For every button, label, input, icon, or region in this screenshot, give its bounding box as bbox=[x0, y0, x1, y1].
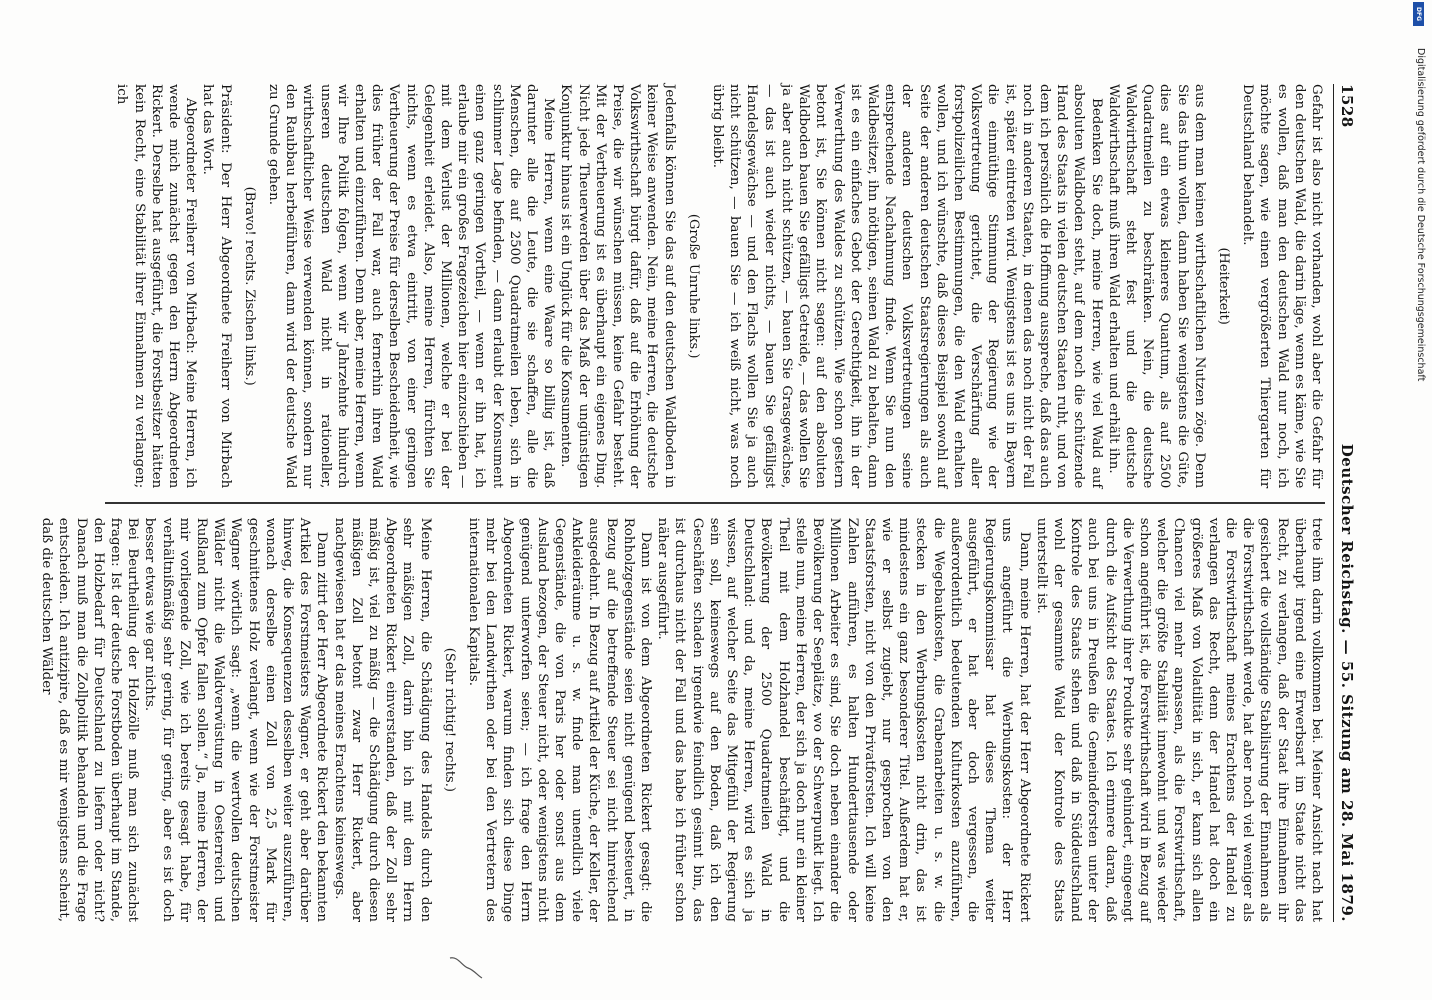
stage-direction: (Sehr richtig! rechts.) bbox=[441, 647, 457, 792]
text-paragraph: Bei Beurtheilung der Holzzölle muß man sich zunächst fragen: Ist der deutsche Forstboden überhaupt im Stande, den Holzbedarf für Deutschland zu liefern oder nicht? Danach muß man die Zollpolitik behandeln und die Frage entscheiden. Ich antizipire, daß es mir wenigstens scheint, daß die deutschen Wälder bbox=[39, 517, 141, 923]
text-paragraph: Dann, meine Herren, hat der Herr Abgeordnete Rickert uns angeführt die Werbungskosten: der Herr Regierungskommissar hat dieses Thema weiter ausgeführt, er hat aber doch vergessen, die außerordentlich bedeutenden Kulturkosten anzuführen, die Wegebaukosten, die Grabenarbeiten u. s. w. die stecken in den Werbungskosten nicht drin, das ist mindestens ein ganz besonderer Titel. Außerdem hat er, wie er selbst zugiebt, nur gesprochen von den Staatsforsten, nicht von den Privatforsten. Ich will keine Zahlen anführen, es halten Hunderttausende oder Millionen Arbeiter es sind, Sie doch neben einander die Bevölkerung der Seeplätze, wo der Schwerpunkt liegt. Ich stelle nun, meine Herren, der sich ja doch nur ein kleiner Theil mit dem Holzhandel beschäftigt, und die Bevölkerung der 2500 Quadratmeilen Wald in Deutschland: und da, meine Herren, wird es sich ja wissen, auf welcher Seite das Mitgefühl der Regierung sein soll, keineswegs auf den Boden, daß ich den Geschäften schaden irgendwie feindlich gesinnt bin, das ist durchaus nicht der Fall und das habe ich früher schon näher ausgeführt. bbox=[655, 517, 1032, 923]
text-column-right bbox=[39, 517, 1325, 923]
text-paragraph: Dann zitirt der Herr Abgeordnete Rickert den bekannten Artikel des Forstmeisters Wagner, er geht aber darüber hinweg, die Konsequenzen desselben weiter auszuführen, wonach derselbe einen Zoll von 2,5 Mark für geschnittenes Holz verlangt, wenn wie der Forstmeister Wagner wörtlich sagt: „wenn die wertvollen deutschen Wälder nicht die Waldverwüstung in Oesterreich und Rußland zum Opfer fallen sollen.“ Ja, meine Herren, der mir vorliegende Zoll, wie ich bereits gesagt habe, für verhältnißmäßig sehr gering, für gering, aber es ist doch besser etwas wie gar nichts. bbox=[142, 517, 330, 923]
digitization-credit bbox=[1412, 18, 1426, 848]
text-paragraph: Abgeordneter Freiherr von Mirbach: Meine Herren, ich wende mich zunächst gegen den Herrn Abgeordneten Rickert. Derselbe hat ausgeführt, die Forstbesitzer hätten kein Recht, eine Stabilität ihrer Einnahmen zu verlangen; ich bbox=[114, 84, 199, 489]
text-paragraph: Dann ist von dem Abgeordneten Rickert gesagt: die Rohholzgegenstände seien nicht genügend besteuert, in Bezug auf die betreffende Steuer sei nicht hinreichend ausgedehnt. In Bezug auf Artikel der Küche, der Keller, der Ankleideräume u. s. w. finde man unendlich viele Gegenstände, die von Paris her oder sonst aus dem Ausland bezogen, der Steuer nicht, oder wenigstens nicht genügend unterworfen seien; — ich frage den Herrn Abgeordneten Rickert, warum finden sich diese Dinge mehr bei den Landwirthen oder bei den Vertretern des internationalen Kapitals. bbox=[466, 517, 654, 923]
text-paragraph: Gefahr ist also nicht vorhanden, wohl aber die Gefahr für den deutschen Wald, die darin läge, wenn es käme, wie Sie es wollen, daß man den deutschen Wald nur noch, ich möchte sagen, wie einen vergrößerten Thiergarten für Deutschland behandelt. bbox=[1240, 84, 1324, 489]
scan-artifact-mark bbox=[448, 954, 484, 980]
running-header bbox=[1333, 84, 1356, 922]
text-columns bbox=[39, 84, 1325, 923]
text-paragraph: Meine Herren, wenn eine Waare so billig ist, daß darunter alle die Leute, die sie schaffen, alle die Menschen, die auf 2500 Quadratmeilen leben, sich in schlimmer Lage befinden, — dann erlaubt der Konsument einen ganz geringen Vortheil, — wenn er ihn hat, ich erlaube mir ein großes Fragezeichen hier einzuschieben — mit dem Verlust der Millionen, welche er bei der Gelegenheit erleidet. Also, meine Herren, fürchten Sie nichts, wenn es etwa eintritt, von einer geringen Vertheuerung der Preise für derselben Bescheidenheit, wie dies früher der Fall war, auch fernerhin ihren Wald erhalten und einzuführen. Denn aber, meine Herren, wenn wir Ihre Politik folgen, wenn wir Jahrzehnte hindurch unseren deutschen Wald nicht in rationeller, wirthschaftlicher Weise verwenden können, sondern nur den Raubbau herbeiführen, dann wird der deutsche Wald zu Grunde gehen. bbox=[266, 84, 557, 489]
stage-direction: (Heiterkeit) bbox=[1215, 247, 1231, 325]
rotated-page-content bbox=[2, 0, 1402, 1000]
text-paragraph: aus dem man keinen wirthschaftlichen Nutzen zöge. Denn Sie das thun wollen, dann haben Sie wenigstens die Güte, dies auf ein etwas kleineres Quantum, als auf 2500 Quadratmeilen zu beschränken. Nein, die deutsche Waldwirthschaft steht fest und die deutsche Waldwirthschaft muß ihren Wald erhalten und erhält ihn. bbox=[1105, 84, 1207, 489]
column-divider bbox=[105, 502, 1325, 503]
stage-direction: (Große Unruhe links.) bbox=[685, 213, 701, 359]
dfg-logo: DFG bbox=[1413, 2, 1424, 26]
text-paragraph: Präsident: Der Herr Abgeordnete Freiherr von Mirbach hat das Wort. bbox=[200, 84, 233, 489]
text-paragraph: Jedenfalls können Sie das auf den deutschen Waldboden in keiner Weise anwenden. Nein, meine Herren, die deutsche Volkswirthschaft bürgt dafür, daß auf die Erhöhung der Preise, die wir wünschen müssen, keine Gefahr besteht. Mit der Vertheuerung ist es überhaupt ein eigenes Ding. Nicht jede Theuerwerden über das Maß der ungünstigen Konjunktur hinaus ist ein Unglück für die Konsumenten. bbox=[558, 84, 677, 489]
text-paragraph: Meine Herren, die Schädigung des Handels durch den sehr mäßigen Zoll, darin bin ich mit dem Herrn Abgeordneten Rickert einverstanden, daß der Zoll sehr mäßig ist, viel zu mäßig — die Schädigung durch diesen mäßigen Zoll betont zwar Herr Rickert, aber nachgewiesen hat er das meines Erachtens keineswegs. bbox=[331, 517, 433, 923]
text-paragraph: trete ihm darin vollkommen bei. Meiner Ansicht nach hat überhaupt irgend eine Erwerbsart im Staate nicht das Recht, zu verlangen, daß der Staat ihre Einnahmen ihr gesichert die vollständige Stabilisirung der Einnahmen als die Forstwirthschaft werde, hat aber noch viel weniger als die Forstwirthschaft meines Erachtens der Handel zu verlangen das Recht, denn der Handel hat doch ein größeres Maß von Volatilität in sich, er kann sich allen Chancen viel mehr anpassen, als die Forstwirthschaft, welcher die größte Stabilität innewohnt und was wieder schon angeführt ist, die Forstwirthschaft wird in Bezug auf die Verwerthung ihrer Produkte sehr gehindert, eingeengt durch die Aufsicht des Staates. Ich erinnere daran, daß auch bei uns in Preußen die Gemeindeforsten unter der Kontrole des Staats stehen und daß in Süddeutschland wohl der gesammte Wald der Kontrole des Staats unterstellt ist. bbox=[1033, 517, 1324, 923]
digitization-credit-text: Digitalisierung gefördert durch die Deutsche Forschungsgemeinschaft bbox=[1415, 48, 1426, 382]
text-column-left bbox=[105, 84, 1325, 488]
page-number: 1528 bbox=[1338, 84, 1356, 128]
stage-direction: (Bravo! rechts. Zischen links.) bbox=[241, 186, 257, 386]
page-title: Deutscher Reichstag. — 55. Sitzung am 28. Mai 1879. bbox=[1338, 443, 1356, 922]
text-paragraph: Bedenken Sie doch, meine Herren, wie viel Wald auf absoluten Waldboden steht, auf dem noch die schützende Hand des Staats in vielen deutschen Staaten ruht, und von dem ich persönlich die Hoffnung ausspreche, daß das auch noch in anderen Staaten, in denen das noch nicht der Fall ist, später eintreten wird. Wenigstens ist es uns in Bayern die einmüthige Stimmung der Regierung wie der Volksvertretung gerichtet, die Verschärfung aller forstpolizeilichen Bestimmungen, die den Wald erhalten wollen, und ich wünschte, daß dieses Beispiel sowohl auf Seite der anderen deutschen Staatsregierungen als auch der anderen deutschen Volksvertretungen seine entsprechende Nachahmung finde. Wenn Sie nun den Waldbesitzer, ihn nöthigen, seinen Wald zu behalten, dann ist es ein einfaches Gebot der Gerechtigkeit, ihn in der Verwerthung des Waldes zu schützen. Wie schon gestern betont ist, Sie können nicht sagen: auf den absoluten Waldboden bauen Sie gefälligst Getreide, — das wollen Sie ja aber auch nicht schützen, — bauen Sie Grasgewächse, — das ist auch wieder nichts, — bauen Sie gefälligst Handelsgewächse — und den Flachs wollen Sie ja auch nicht schützen, — bauen Sie — ich weiß nicht, was noch übrig bleibt. bbox=[710, 84, 1104, 489]
